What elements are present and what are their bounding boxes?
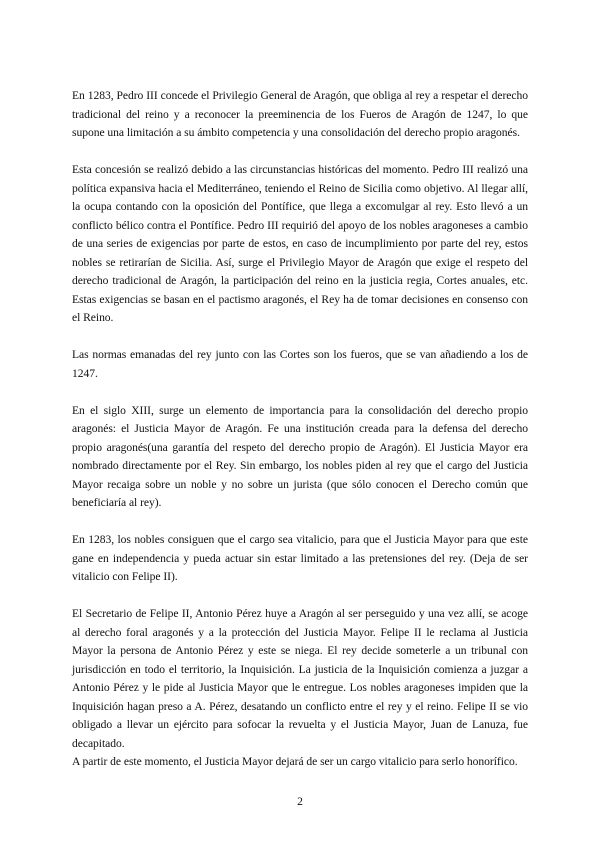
page-number: 2: [297, 795, 303, 808]
paragraph-antonio-perez: El Secretario de Felipe II, Antonio Pérez huye a Aragón al ser perseguido y una vez allí, se acoge al derecho foral aragonés y a la protección del Justicia Mayor. Felipe II le reclama al Justicia Mayor la persona de Antonio Pérez y este se niega. El rey decide someterle a un tribunal con jurisdicción en todo el territorio, la Inquisición. La justicia de la Inquisición comienza a juzgar a Antonio Pérez y le pide al Justicia Mayor que le entregue. Los nobles aragoneses impiden que la Inquisición hagan preso a A. Pérez, desatando un conflicto entre el rey y el reino. Felipe II se vio obligado a llevar un ejército para sofocar la revuelta y el Justicia Mayor, Juan de Lanuza, fue decapitado.: [72, 607, 528, 750]
paragraph-normas-fueros: Las normas emanadas del rey junto con las Cortes son los fueros, que se van añadiendo a los de 1247.: [72, 348, 528, 380]
paragraph-justicia-mayor: En el siglo XIII, surge un elemento de importancia para la consolidación del derecho propio aragonés: el Justicia Mayor de Aragón. Fe una institución creada para la defensa del derecho propio aragonés(una garantía del respeto del derecho propio de Aragón). El Justicia Mayor era nombrado directamente por el Rey. Sin embargo, los nobles piden al rey que el cargo del Justicia Mayor recaiga sobre un noble y no sobre un jurista (que sólo conocen el Derecho común que beneficiaría al rey).: [72, 403, 528, 509]
paragraph-privilegio-general: En 1283, Pedro III concede el Privilegio General de Aragón, que obliga al rey a respetar el derecho tradicional del reino y a reconocer la preeminencia de los Fueros de Aragón de 1247, lo que supone una limitación a su ámbito competencia y una consolidación del derecho propio aragonés.: [72, 89, 528, 139]
paragraph-circunstancias-historicas: Esta concesión se realizó debido a las circunstancias históricas del momento. Pedro III realizó una política expansiva hacia el Mediterráneo, teniendo el Reino de Sicilia como objetivo. Al llegar allí, la ocupa contando con la oposición del Pontífice, que llega a excomulgar al rey. Esto llevó a un conflicto bélico contra el Pontífice. Pedro III requirió del apoyo de los nobles aragoneses a cambio de una series de exigencias por parte de estos, en caso de incumplimiento por parte del rey, estos nobles se retirarían de Sicilia. Así, surge el Privilegio Mayor de Aragón que exige el respeto del derecho tradicional de Aragón, la participación del reino en la justicia regia, Cortes anuales, etc. Estas exigencias se basan en el pactismo aragonés, el Rey ha de tomar decisiones en consenso con el Reino.: [72, 163, 528, 324]
document-body: [72, 87, 528, 772]
paragraph-cargo-vitalicio: En 1283, los nobles consiguen que el cargo sea vitalicio, para que el Justicia Mayor para que este gane en independencia y pueda actuar sin estar limitado a las pretensiones del rey. (Deja de ser vitalicio con Felipe II).: [72, 533, 528, 583]
paragraph-cargo-honorifico: A partir de este momento, el Justicia Mayor dejará de ser un cargo vitalicio para serlo honorífico.: [72, 755, 518, 768]
